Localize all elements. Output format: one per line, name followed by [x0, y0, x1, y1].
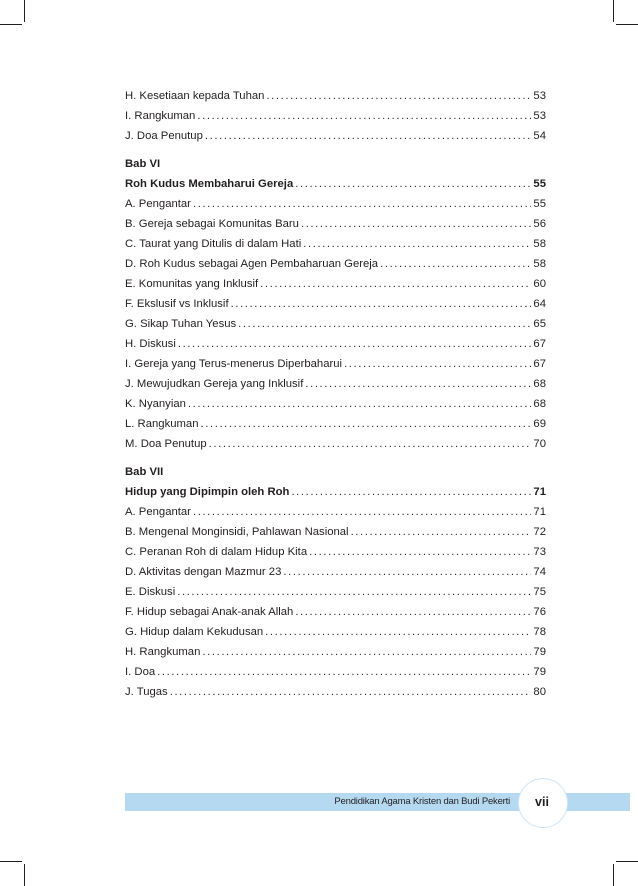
- dot-leader: [291, 482, 531, 502]
- table-of-contents: [125, 86, 546, 702]
- toc-entry-label: A. Pengantar: [125, 506, 191, 518]
- toc-entry-page: 55: [533, 178, 546, 190]
- toc-entry: [125, 394, 546, 414]
- toc-entry-label: J. Tugas: [125, 686, 168, 698]
- toc-entry: [125, 106, 546, 126]
- toc-entry: [125, 542, 546, 562]
- toc-entry-page: 75: [533, 586, 546, 598]
- chapter-heading: Bab VII: [125, 466, 164, 478]
- dot-leader: [178, 334, 532, 354]
- toc-entry-label: C. Peranan Roh di dalam Hidup Kita: [125, 546, 308, 558]
- dot-leader: [265, 622, 531, 642]
- toc-entry-page: 54: [533, 130, 546, 142]
- toc-entry: [125, 434, 546, 454]
- toc-entry-label: E. Komunitas yang Inklusif: [125, 278, 259, 290]
- toc-entry: [125, 662, 546, 682]
- dot-leader: [197, 106, 531, 126]
- toc-entry-page: 74: [533, 566, 546, 578]
- toc-entry-page: 69: [533, 418, 546, 430]
- toc-entry-label: F. Ekslusif vs Inklusif: [125, 298, 229, 310]
- toc-entry: [125, 682, 546, 702]
- dot-leader: [344, 354, 531, 374]
- dot-leader: [351, 522, 532, 542]
- toc-entry-label: I. Gereja yang Terus-menerus Diperbaharui: [125, 358, 343, 370]
- dot-leader: [193, 194, 531, 214]
- dot-leader: [380, 254, 531, 274]
- chapter-heading: Bab VI: [125, 158, 161, 170]
- toc-entry: [125, 314, 546, 334]
- toc-entry: [125, 622, 546, 642]
- toc-entry: [125, 642, 546, 662]
- toc-entry-page: 73: [533, 546, 546, 558]
- dot-leader: [305, 374, 531, 394]
- toc-entry-label: H. Rangkuman: [125, 646, 201, 658]
- section-gap: [125, 146, 546, 154]
- crop-mark: [24, 864, 25, 886]
- dot-leader: [157, 662, 531, 682]
- toc-entry: [125, 274, 546, 294]
- toc-entry-page: 70: [533, 438, 546, 450]
- dot-leader: [193, 502, 531, 522]
- toc-entry-label: E. Diskusi: [125, 586, 176, 598]
- toc-entry: [125, 126, 546, 146]
- dot-leader: [303, 234, 531, 254]
- toc-entry-page: 76: [533, 606, 546, 618]
- chapter-title-entry: [125, 482, 546, 502]
- crop-mark: [616, 861, 638, 862]
- toc-entry-page: 55: [533, 198, 546, 210]
- dot-leader: [295, 602, 531, 622]
- toc-entry: [125, 354, 546, 374]
- dot-leader: [188, 394, 532, 414]
- toc-entry-page: 79: [533, 646, 546, 658]
- toc-entry-page: 71: [533, 486, 546, 498]
- toc-entry-label: G. Sikap Tuhan Yesus: [125, 318, 237, 330]
- toc-entry-page: 58: [533, 258, 546, 270]
- toc-entry: [125, 214, 546, 234]
- toc-entry-label: B. Gereja sebagai Komunitas Baru: [125, 218, 299, 230]
- toc-entry: [125, 414, 546, 434]
- toc-entry-label: D. Aktivitas dengan Mazmur 23: [125, 566, 282, 578]
- toc-entry-page: 53: [533, 110, 546, 122]
- toc-entry-label: J. Mewujudkan Gereja yang Inklusif: [125, 378, 304, 390]
- toc-entry-label: B. Mengenal Monginsidi, Pahlawan Nasional: [125, 526, 349, 538]
- toc-entry: [125, 294, 546, 314]
- toc-entry-label: D. Roh Kudus sebagai Agen Pembaharuan Gereja: [125, 258, 379, 270]
- toc-entry-page: 78: [533, 626, 546, 638]
- toc-entry-page: 60: [533, 278, 546, 290]
- toc-entry-page: 68: [533, 398, 546, 410]
- toc-entry: [125, 522, 546, 542]
- section-gap: [125, 454, 546, 462]
- crop-mark: [0, 24, 22, 25]
- toc-entry-label: M. Doa Penutup: [125, 438, 207, 450]
- toc-entry: [125, 234, 546, 254]
- toc-entry: [125, 374, 546, 394]
- toc-entry: [125, 602, 546, 622]
- toc-entry-label: A. Pengantar: [125, 198, 191, 210]
- toc-entry-label: K. Nyanyian: [125, 398, 186, 410]
- dot-leader: [170, 682, 532, 702]
- toc-entry: [125, 562, 546, 582]
- toc-entry-label: I. Rangkuman: [125, 110, 196, 122]
- chapter-title-entry: [125, 174, 546, 194]
- toc-entry-page: 58: [533, 238, 546, 250]
- toc-entry-label: I. Doa: [125, 666, 156, 678]
- dot-leader: [205, 126, 532, 146]
- dot-leader: [301, 214, 531, 234]
- dot-leader: [283, 562, 531, 582]
- toc-entry-label: F. Hidup sebagai Anak-anak Allah: [125, 606, 294, 618]
- toc-entry-page: 67: [533, 358, 546, 370]
- toc-entry-page: 67: [533, 338, 546, 350]
- dot-leader: [231, 294, 532, 314]
- crop-mark: [613, 0, 614, 22]
- dot-leader: [202, 642, 531, 662]
- toc-entry: [125, 194, 546, 214]
- toc-entry-page: 53: [533, 90, 546, 102]
- toc-entry-label: Roh Kudus Membaharui Gereja: [125, 178, 294, 190]
- toc-entry: [125, 86, 546, 106]
- toc-entry-label: L. Rangkuman: [125, 418, 199, 430]
- toc-entry-page: 64: [533, 298, 546, 310]
- page-number: vii: [535, 795, 549, 809]
- toc-entry-label: H. Diskusi: [125, 338, 176, 350]
- crop-mark: [24, 0, 25, 22]
- toc-entry: [125, 582, 546, 602]
- crop-mark: [0, 861, 22, 862]
- toc-entry-page: 56: [533, 218, 546, 230]
- toc-entry-page: 65: [533, 318, 546, 330]
- toc-entry-page: 71: [533, 506, 546, 518]
- toc-entry: [125, 502, 546, 522]
- toc-entry-label: C. Taurat yang Ditulis di dalam Hati: [125, 238, 302, 250]
- dot-leader: [260, 274, 531, 294]
- toc-entry-label: G. Hidup dalam Kekudusan: [125, 626, 264, 638]
- dot-leader: [177, 582, 531, 602]
- toc-entry: [125, 334, 546, 354]
- dot-leader: [295, 174, 531, 194]
- toc-entry: [125, 254, 546, 274]
- dot-leader: [200, 414, 531, 434]
- toc-entry-label: H. Kesetiaan kepada Tuhan: [125, 90, 265, 102]
- dot-leader: [238, 314, 531, 334]
- footer-book-title: Pendidikan Agama Kristen dan Budi Pekerti: [334, 796, 510, 807]
- toc-entry-label: Hidup yang Dipimpin oleh Roh: [125, 486, 290, 498]
- toc-entry-page: 80: [533, 686, 546, 698]
- dot-leader: [266, 86, 531, 106]
- toc-entry-page: 68: [533, 378, 546, 390]
- dot-leader: [209, 434, 532, 454]
- dot-leader: [309, 542, 531, 562]
- crop-mark: [616, 24, 638, 25]
- toc-entry-page: 79: [533, 666, 546, 678]
- toc-entry-label: J. Doa Penutup: [125, 130, 203, 142]
- crop-mark: [613, 864, 614, 886]
- toc-entry-page: 72: [533, 526, 546, 538]
